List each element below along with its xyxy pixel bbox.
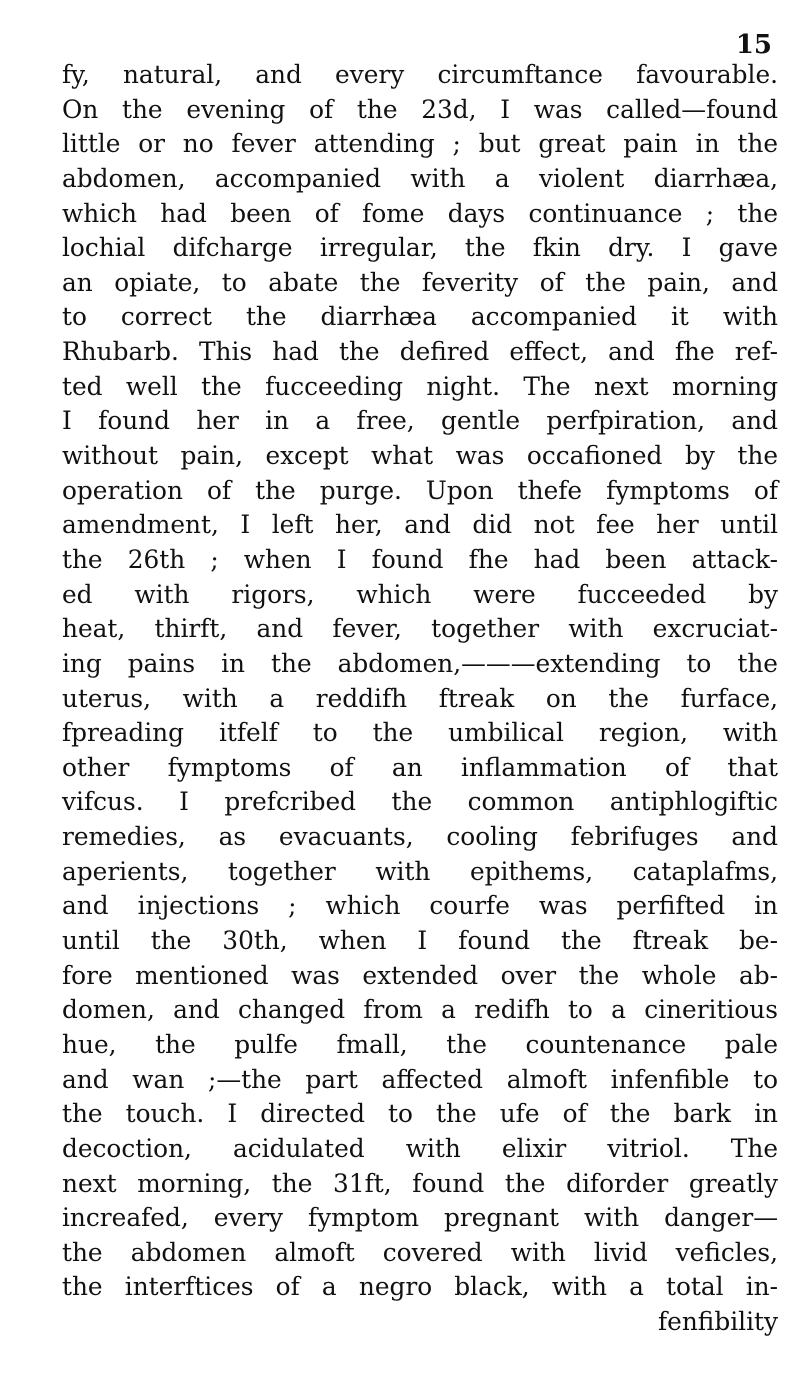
text-line: the interftices of a negro black, with a total in- [62,1272,778,1302]
text-line: and wan ;—the part affected almoft infenfible to [62,1064,778,1094]
text-line: hue, the pulfe fmall, the countenance pale [62,1029,778,1059]
text-line: uterus, with a reddifh ftreak on the furface, [62,683,778,713]
text-line: operation of the purge. Upon thefe fymptoms of [62,475,778,505]
text-line: fore mentioned was extended over the whole ab- [62,960,778,990]
page-number: 15 [735,30,772,60]
text-line: fy, natural, and every circumftance favourable. [62,60,778,89]
text-line: the abdomen almoft covered with livid veficles, [62,1237,778,1267]
text-line: ted well the fucceeding night. The next morning [62,371,778,401]
text-line: and injections ; which courfe was perfifted in [62,891,778,921]
text-line: domen, and changed from a redifh to a cineritious [62,995,778,1025]
text-line: heat, thirft, and fever, together with excruciat- [62,614,778,644]
text-line: I found her in a free, gentle perfpiration, and [62,406,778,436]
text-line: amendment, I left her, and did not fee her until [62,510,778,540]
body-text [62,58,778,1340]
text-line: next morning, the 31ft, found the diforder greatly [62,1168,778,1198]
text-line: remedies, as evacuants, cooling febrifuges and [62,822,778,852]
text-line: vifcus. I prefcribed the common antiphlogiftic [62,787,778,817]
text-line: other fymptoms of an inflammation of that [62,752,778,782]
text-line: decoction, acidulated with elixir vitriol. The [62,1133,778,1163]
text-line: to correct the diarrhæa accompanied it with [62,302,778,332]
text-line: ed with rigors, which were fucceeded by [62,579,778,609]
text-line: increafed, every fymptom pregnant with danger— [62,1203,778,1233]
text-line: the 26th ; when I found fhe had been attack- [62,544,778,574]
text-line: little or no fever attending ; but great pain in the [62,129,778,159]
text-line: aperients, together with epithems, cataplafms, [62,856,778,886]
text-line: fenfibility [657,1307,778,1337]
text-line: ing pains in the abdomen,———extending to the [62,648,778,678]
text-line: abdomen, accompanied with a violent diarrhæa, [62,163,778,193]
text-line: lochial difcharge irregular, the fkin dry. I gave [62,233,778,263]
text-line: the touch. I directed to the ufe of the bark in [62,1099,778,1129]
text-line: without pain, except what was occafioned by the [62,441,778,471]
text-line: fpreading itfelf to the umbilical region, with [62,718,778,748]
text-line: On the evening of the 23d, I was called—found [62,94,778,124]
text-line: until the 30th, when I found the ftreak be- [62,926,778,956]
text-line: Rhubarb. This had the defired effect, and fhe ref- [62,337,778,367]
text-line: which had been of fome days continuance ; the [62,198,778,228]
text-line: an opiate, to abate the feverity of the pain, and [62,267,778,297]
